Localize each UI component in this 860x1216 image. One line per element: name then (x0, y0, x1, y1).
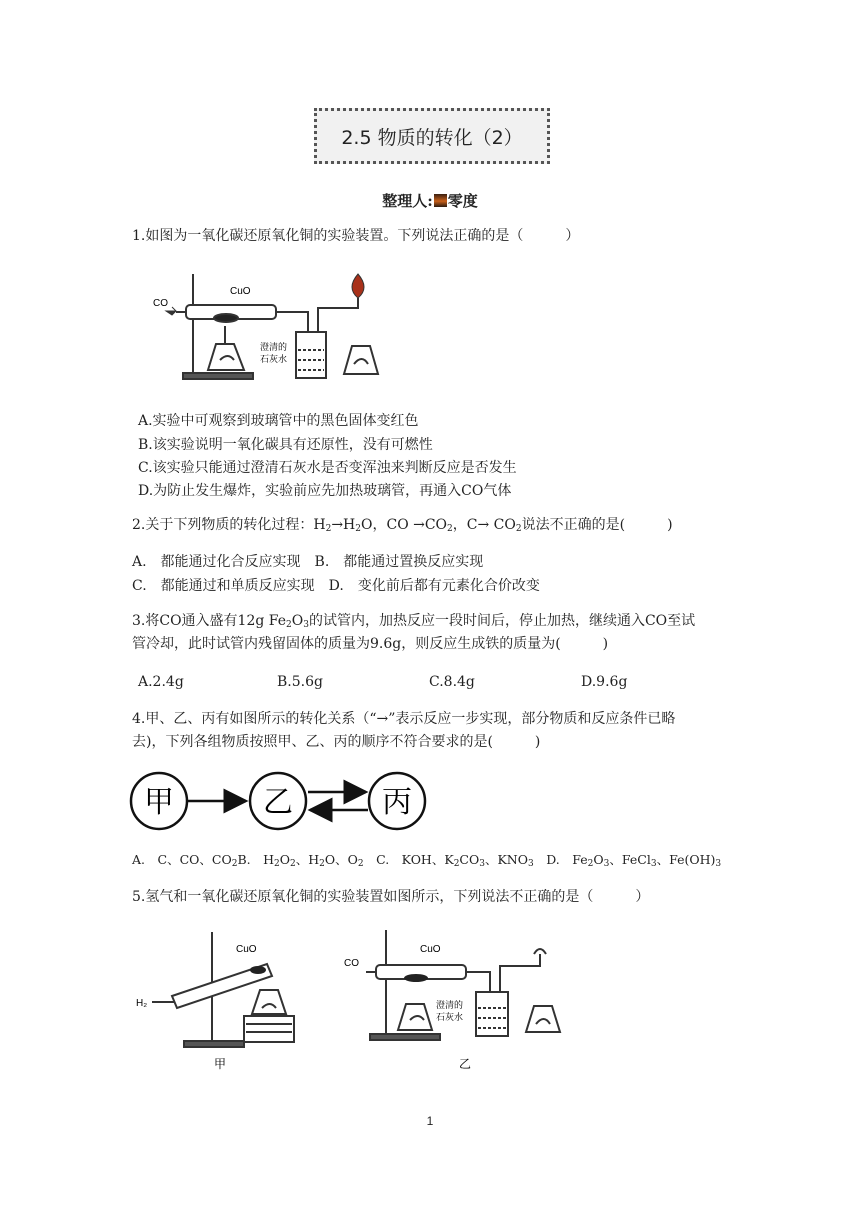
q3-option-a: A.2.4g (138, 674, 184, 690)
svg-text:CO: CO (344, 958, 359, 969)
page-title: 2.5 物质的转化（2） (314, 108, 550, 164)
question-4-line2: 去)，下列各组物质按照甲、乙、丙的顺序不符合要求的是( ) (132, 734, 541, 750)
svg-text:石灰水: 石灰水 (436, 1012, 464, 1022)
svg-text:CuO: CuO (420, 944, 441, 955)
h2-reduction-apparatus-figure (132, 926, 302, 1076)
cuo-label: CuO (230, 286, 251, 297)
q3-option-b: B.5.6g (277, 674, 323, 690)
q3-option-c: C.8.4g (429, 674, 475, 690)
q1-option-a: A.实验中可观察到玻璃管中的黑色固体变红色 (138, 413, 419, 429)
svg-text:澄清的: 澄清的 (260, 342, 288, 352)
node-bing: 丙 (382, 786, 412, 819)
avatar-icon (434, 194, 447, 207)
svg-text:CuO: CuO (236, 944, 257, 955)
question-5-stem: 5.氢气和一氧化碳还原氧化铜的实验装置如图所示，下列说法不正确的是（ ） (132, 889, 650, 905)
question-3-line2: 管冷却，此时试管内残留固体的质量为9.6g，则反应生成铁的质量为( ) (132, 636, 609, 652)
q2-options-ab: A. 都能通过化合反应实现 B. 都能通过置换反应实现 (132, 554, 484, 570)
question-1-stem: 1.如图为一氧化碳还原氧化铜的实验装置。下列说法正确的是（ ） (132, 228, 580, 244)
co-reduction-apparatus-figure (148, 270, 388, 388)
q4-options: A. C、CO、$CO_2B$. $H_2O_2$、$H_2O$、$O_2$ C. KOH、$K_2CO_3$、$KNO_3$ D. $Fe_2O_3$、FeCl$_3$、$Fe(OH)_3$ (132, 852, 722, 869)
co-label: CO (153, 298, 168, 309)
node-jia: 甲 (144, 786, 174, 819)
q1-option-d: D.为防止发生爆炸，实验前应先加热玻璃管，再通入CO气体 (138, 483, 512, 499)
node-yi: 乙 (263, 786, 293, 819)
q3-option-d: D.9.6g (581, 674, 628, 690)
question-2-stem: 2.关于下列物质的转化过程：$H_2\to H_2O$，CO $\to CO_2$，$C\to CO_2$说法不正确的是( ) (132, 517, 673, 534)
q1-option-c: C.该实验只能通过澄清石灰水是否变浑浊来判断反应是否发生 (138, 460, 517, 476)
figure-caption-jia: 甲 (213, 1057, 227, 1071)
svg-text:石灰水: 石灰水 (260, 354, 288, 364)
figure-caption-yi: 乙 (458, 1057, 472, 1071)
transformation-diagram (128, 768, 428, 834)
compiler-line: 整理人: 零度 (382, 192, 478, 210)
svg-text:澄清的: 澄清的 (436, 1000, 464, 1010)
h2-label: H₂ (136, 998, 148, 1009)
page-number: 1 (426, 1114, 434, 1128)
question-4-line1: 4.甲、乙、丙有如图所示的转化关系（“→”表示反应一步实现，部分物质和反应条件已略 (132, 711, 676, 727)
q2-options-cd: C. 都能通过和单质反应实现 D. 变化前后都有元素化合价改变 (132, 578, 540, 594)
co-reduction-apparatus-figure-2 (340, 926, 590, 1076)
question-3-line1: 3.将CO通入盛有12g $Fe_2O_3$的试管内，加热反应一段时间后，停止加热，继续通入CO至试 (132, 613, 696, 630)
q1-option-b: B.该实验说明一氧化碳具有还原性，没有可燃性 (138, 437, 433, 453)
